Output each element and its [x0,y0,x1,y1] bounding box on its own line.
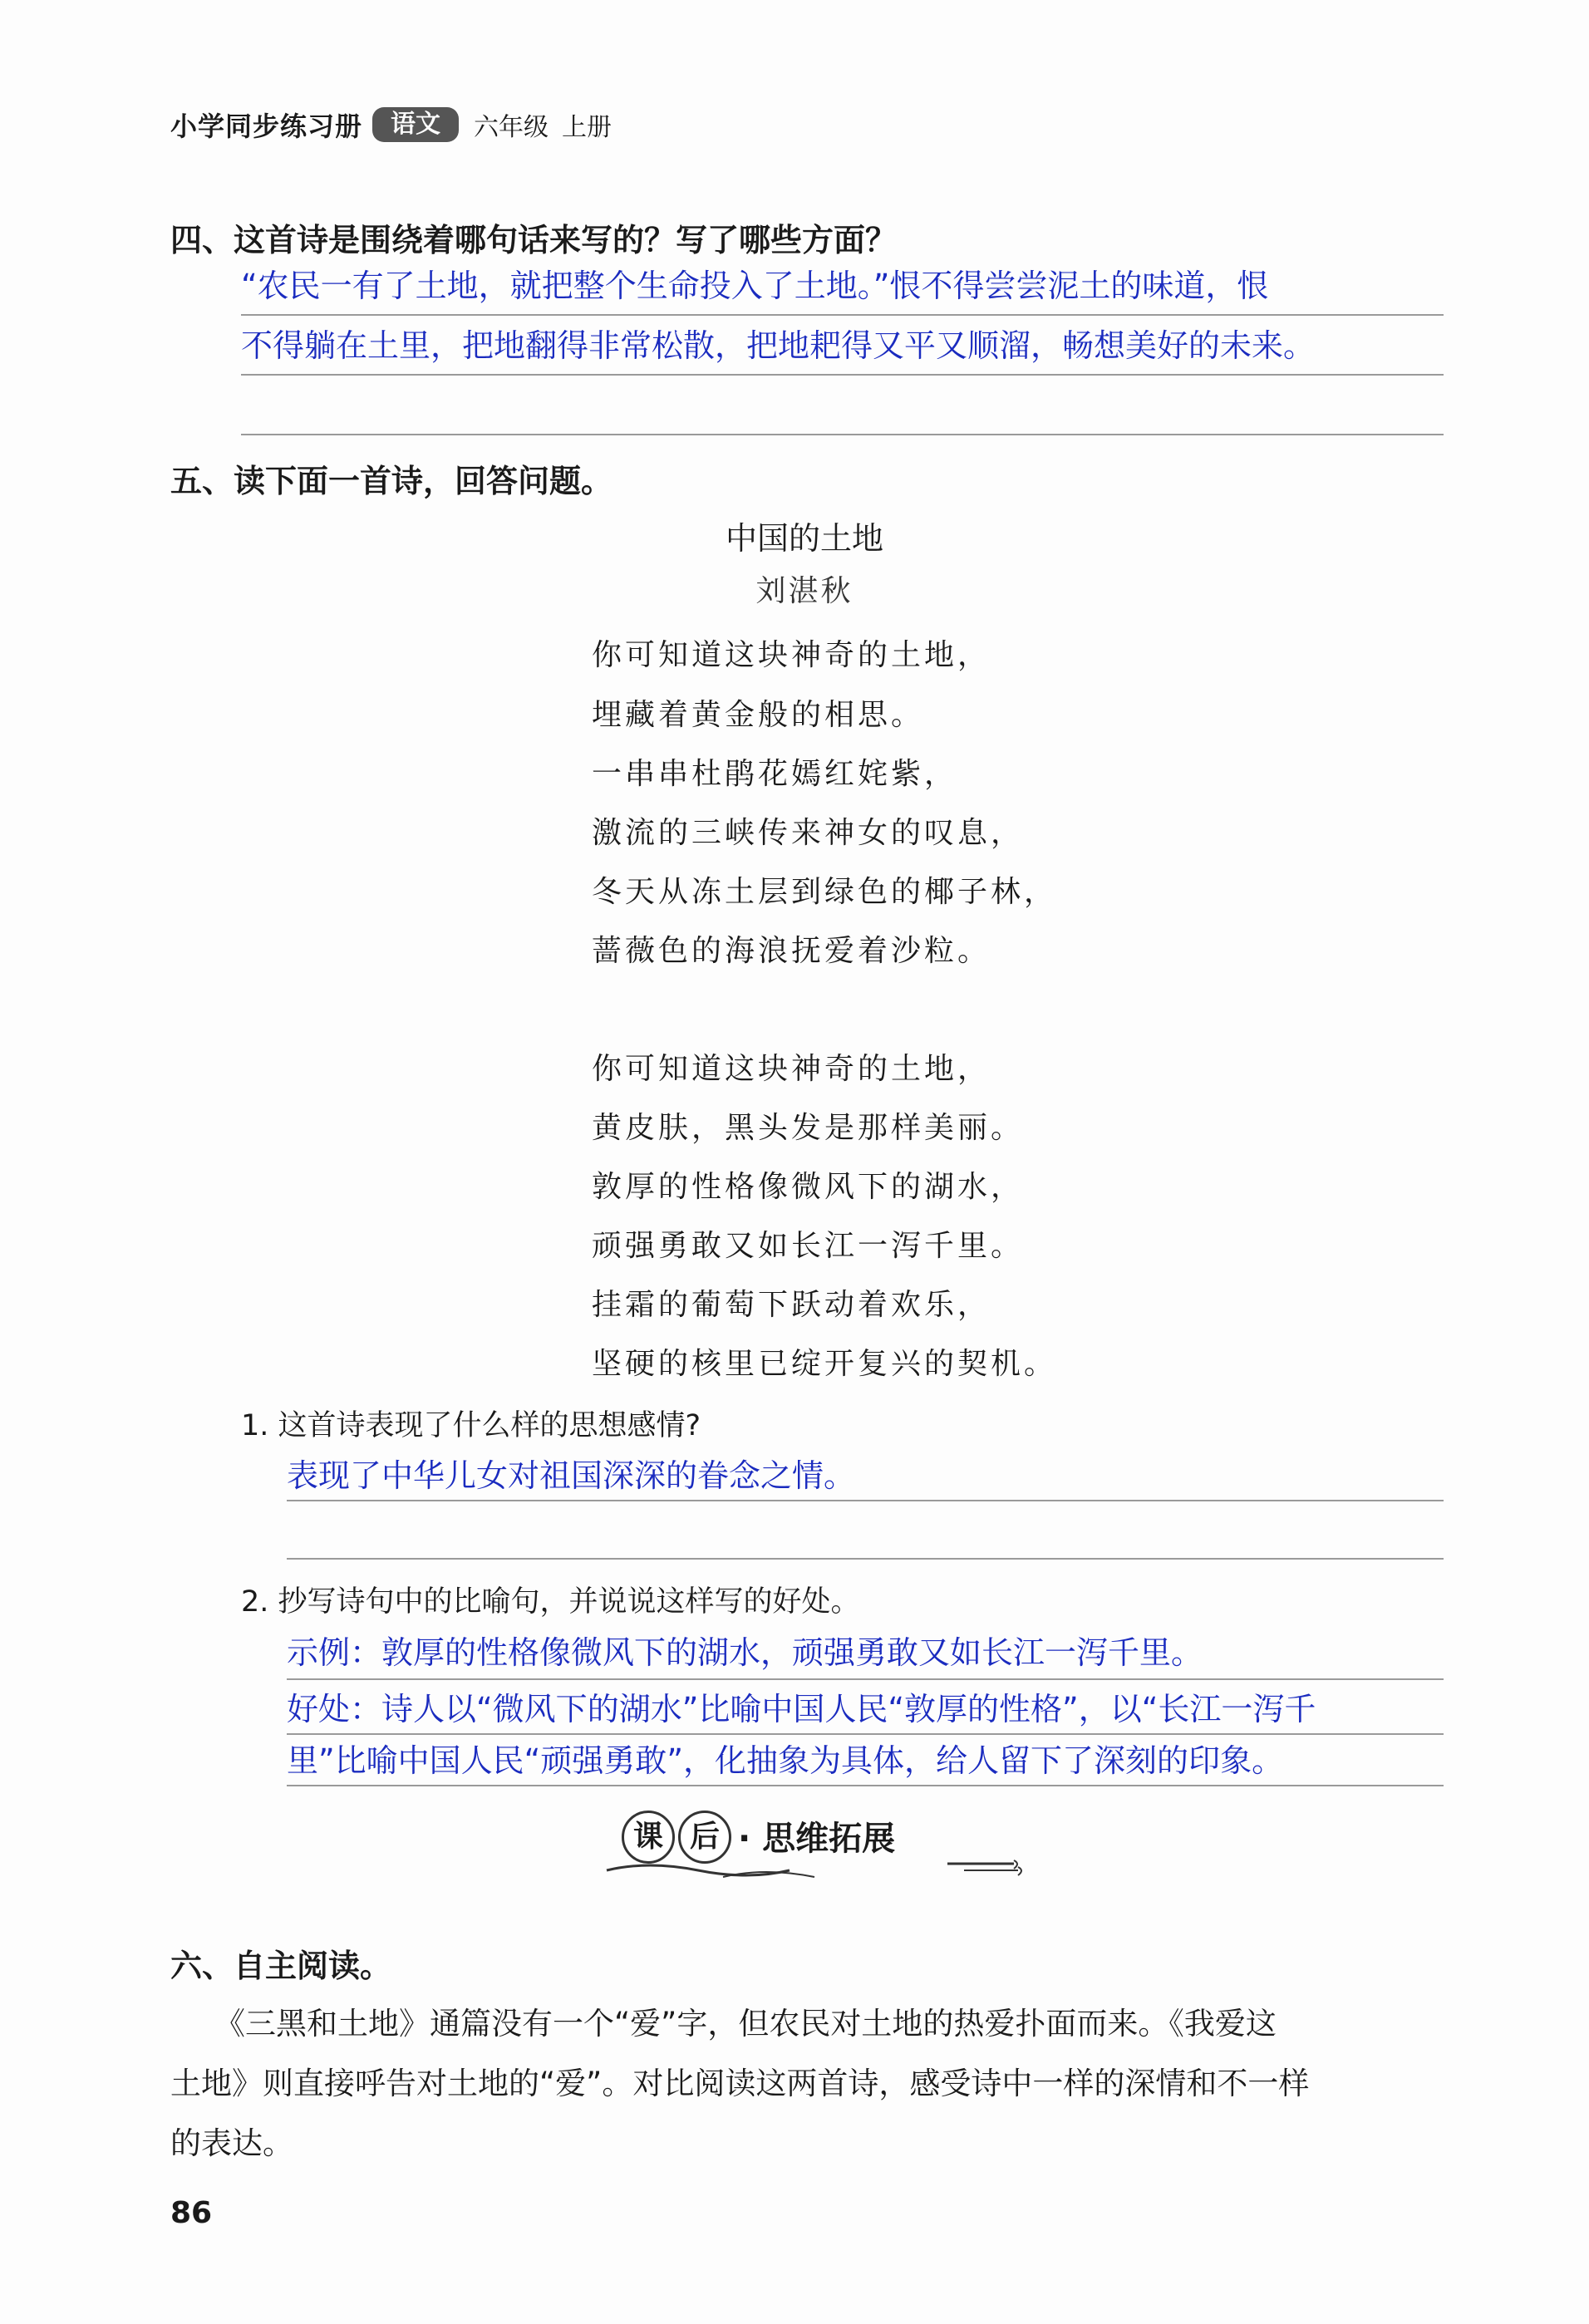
q5-sub2-answer-line-3: 里”比喻中国人民“顽强勇敢”，化抽象为具体，给人留下了深刻的印象。 [287,1742,1284,1779]
q5-sub2-answer-line-1: 示例：敦厚的性格像微风下的湖水，顽强勇敢又如长江一泻千里。 [287,1634,1203,1671]
banner-swirl-decoration [598,1852,1031,1882]
answer-rule [241,314,1444,316]
q6-paragraph-line-3: 的表达。 [170,2125,293,2161]
banner-char-2: 后 [678,1811,731,1864]
page-number: 86 [170,2196,213,2230]
page-header [170,105,612,145]
banner-title: · 思维拓展 [738,1820,896,1858]
poem-line: 冬天从冻土层到绿色的椰子林， [592,875,1058,909]
volume-label: 上册 [562,113,612,142]
answer-rule [287,1785,1444,1786]
poem-line: 一串串杜鹃花嫣红姹紫， [592,757,958,791]
poem-line: 黄皮肤，黑头发是那样美丽。 [592,1111,1025,1145]
poem-line: 敦厚的性格像微风下的湖水， [592,1170,1025,1204]
q5-sub1-question: 1. 这首诗表现了什么样的思想感情? [241,1409,701,1442]
poem-line: 蔷薇色的海浪抚爱着沙粒。 [592,934,991,968]
poem-line: 挂霜的葡萄下跃动着欢乐， [592,1288,991,1322]
book-title: 小学同步练习册 [170,111,363,142]
q6-paragraph-line-2: 土地》则直接呼告对土地的“爱”。对比阅读这两首诗，感受诗中一样的深情和不一样 [170,2066,1310,2101]
banner-char-1: 课 [622,1811,675,1864]
q6-paragraph-line-1: 《三黑和土地》通篇没有一个“爱”字，但农民对土地的热爱扑面而来。《我爱这 [214,2006,1277,2041]
q6-title: 六、自主阅读。 [170,1948,392,1984]
section-banner [598,1807,1031,1882]
answer-rule [241,374,1444,376]
poem-author: 刘湛秋 [755,574,854,608]
poem-line: 埋藏着黄金般的相思。 [592,698,925,732]
q5-sub2-question: 2. 抄写诗句中的比喻句，并说说这样写的好处。 [241,1585,860,1619]
q5-sub1-answer: 表现了中华儿女对祖国深深的眷念之情。 [287,1457,856,1494]
poem-line: 顽强勇敢又如长江一泻千里。 [592,1229,1025,1263]
poem-line: 激流的三峡传来神女的叹息， [592,816,1025,850]
poem-line: 你可知道这块神奇的土地， [592,638,991,672]
poem-title: 中国的土地 [725,520,883,557]
answer-rule [287,1678,1444,1680]
answer-rule [287,1500,1444,1501]
answer-rule [287,1558,1444,1560]
q4-answer-line-2: 不得躺在土里，把地翻得非常松散，把地耙得又平又顺溜，畅想美好的未来。 [241,327,1316,364]
q5-sub2-answer-line-2: 好处：诗人以“微风下的湖水”比喻中国人民“敦厚的性格”，以“长江一泻千 [287,1691,1316,1727]
poem-line: 坚硬的核里已绽开复兴的契机。 [592,1347,1058,1381]
answer-rule [241,434,1444,435]
subject-badge: 语文 [372,107,459,142]
q5-title: 五、读下面一首诗，回答问题。 [170,463,613,499]
poem-line: 你可知道这块神奇的土地， [592,1052,991,1086]
grade-label: 六年级 [474,113,549,142]
q4-title: 四、这首诗是围绕着哪句话来写的？写了哪些方面？ [170,222,898,258]
q4-answer-line-1: “农民一有了土地，就把整个生命投入了土地。”恨不得尝尝泥土的味道，恨 [241,268,1269,304]
